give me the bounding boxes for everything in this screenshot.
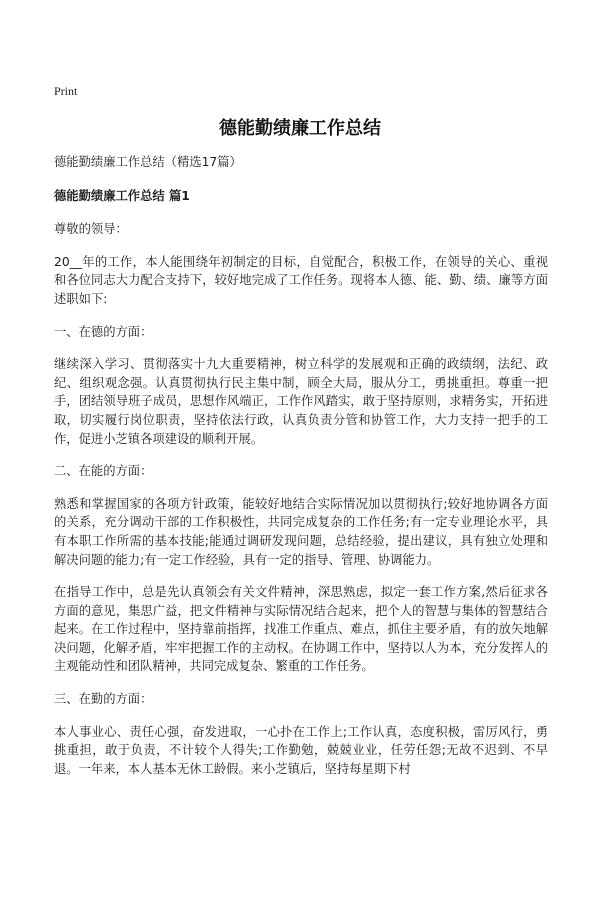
heading-qin: 三、在勤的方面： <box>54 692 153 707</box>
section-heading: 德能勤绩廉工作总结 篇1 <box>54 188 190 203</box>
paragraph-qin: 本人事业心、责任心强，奋发进取，一心扑在工作上;工作认真，态度积极，雷厉风行，勇挑重担，敢于负责，不计较个人得失;工作勤勉，兢兢业业，任劳任怨;无故不迟到、不早退。一年来，本人基本无休工龄假。来小芝镇后，坚持每星期下村 <box>54 724 548 776</box>
paragraph-intro: 20__年的工作，本人能围绕年初制定的目标，自觉配合，积极工作，在领导的关心、重视和各位同志大力配合支持下，较好地完成了工作任务。现将本人德、能、勤、绩、廉等方面述职如下: <box>54 254 548 306</box>
salutation: 尊敬的领导： <box>54 222 128 237</box>
heading-de: 一、在德的方面： <box>54 324 153 339</box>
document-body <box>54 153 548 778</box>
print-label: Print <box>54 84 78 98</box>
document-subtitle: 德能勤绩廉工作总结（精选17篇） <box>54 155 242 169</box>
document-title: 德能勤绩廉工作总结 <box>219 118 381 139</box>
paragraph-neng-2: 在指导工作中，总是先认真领会有关文件精神，深思熟虑，拟定一套工作方案,然后征求各方面的意见，集思广益，把文件精神与实际情况结合起来，把个人的智慧与集体的智慧结合起来。在工作过程中，坚持靠前指挥，找准工作重点、难点，抓住主要矛盾，有的放矢地解决问题，化解矛盾，牢牢把握工作的主动权。在协调工作中，坚持以人为本，充分发挥人的主观能动性和团队精神，共同完成复杂、繁重的工作任务。 <box>54 585 548 674</box>
heading-neng: 二、在能的方面： <box>54 464 153 479</box>
paragraph-neng-1: 熟悉和掌握国家的各项方针政策，能较好地结合实际情况加以贯彻执行;较好地协调各方面的关系，充分调动干部的工作积极性，共同完成复杂的工作任务;有一定专业理论水平，具有本职工作所需的基本技能;能通过调研发现问题，总结经验，提出建议，具有独立处理和解决问题的能力;有一定工作经验，具有一定的指导、管理、协调能力。 <box>54 496 548 567</box>
paragraph-de: 继续深入学习、贯彻落实十九大重要精神，树立科学的发展观和正确的政绩纲，法纪、政纪、组织观念强。认真贯彻执行民主集中制，顾全大局，服从分工，勇挑重担。尊重一把手，团结领导班子成员，思想作风端正，工作作风踏实，敢于坚持原则，求精务实，开拓进取，切实履行岗位职责，坚持依法行政，认真负责分管和协管工作，大力支持一把手的工作，促进小芝镇各项建设的顺利开展。 <box>54 357 548 446</box>
